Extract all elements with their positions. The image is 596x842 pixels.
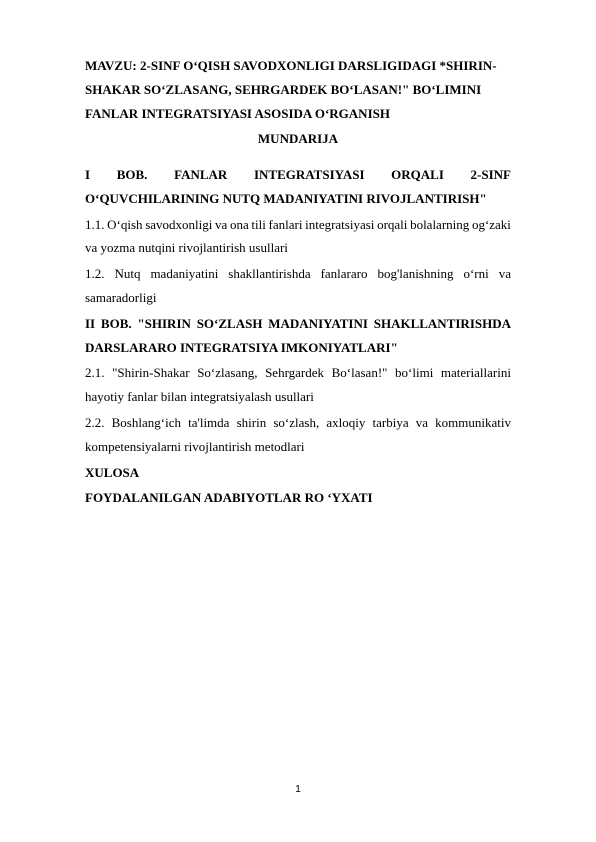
section-2-1-line-2: hayotiy fanlar bilan integratsiyalash usullari [85,389,314,404]
word: ona [229,217,249,232]
section-2-1-line-1 [85,365,511,381]
page-number: 1 [295,784,301,795]
word: II [85,316,96,331]
word: SO‘ZLASH [196,316,263,331]
references-heading: FOYDALANILGAN ADABIYOTLAR RO ‘YXATI [85,490,373,505]
chapter-1-heading-line-2: O‘QUVCHILARINING NUTQ MADANIYATINI RIVOJLANTIRISH" [85,191,487,206]
word: savodxonligi [145,217,213,232]
title-line-2: SHAKAR SO‘ZLASANG, SEHRGARDEK BO‘LASAN!" BO‘LIMINI [85,82,482,97]
word: fanlari [268,217,303,232]
word: 2.1. [85,365,105,380]
chapter-2-heading-line-2: DARSLARARO INTEGRATSIYA IMKONIYATLARI" [85,340,398,355]
word: FANLAR [174,167,228,182]
word: Bo‘lasan!" [331,365,388,380]
word: Nutq [114,266,141,281]
word: bolalarning [410,217,470,232]
chapter-2-heading-line-1 [85,316,511,332]
section-1-1-line-2: va yozma nutqini rivojlantirish usullari [85,240,288,255]
word: shirin [236,415,267,430]
word: ta'limda [188,415,230,430]
title-line-3: FANLAR INTEGRATSIYASI ASOSIDA O‘RGANISH [85,106,390,121]
word: so‘zlash, [273,415,320,430]
word: integratsiyasi [305,217,375,232]
chapter-1-heading-line-1 [85,167,511,183]
word: 1.2. [85,266,105,281]
word: kommunikativ [435,415,511,430]
section-2-2-line-2: kompetensiyalarni rivojlantirish metodlari [85,439,305,454]
word: O‘qish [107,217,143,232]
word: INTEGRATSIYASI [253,167,365,182]
word: ORQALI [391,167,444,182]
word: 2-SINF [470,167,511,182]
word: Boshlang‘ich [111,415,181,430]
word: axloqiy [326,415,366,430]
word: tili [251,217,266,232]
word: o‘rni [463,266,489,281]
section-2-2-line-1 [85,415,511,431]
word: 2.2. [85,415,105,430]
title-line-1: MAVZU: 2-SINF O‘QISH SAVODXONLIGI DARSLIGIDAGI *SHIRIN- [85,58,497,73]
word: So‘zlasang, [197,365,258,380]
word: og‘zaki [471,217,511,232]
word: Sehrgardek [265,365,325,380]
word: va [415,415,429,430]
word: fanlararo [320,266,368,281]
word: "SHIRIN [137,316,191,331]
word: va [215,217,228,232]
word: tarbiya [372,415,409,430]
word: "Shirin-Shakar [112,365,190,380]
word: shakllantirishda [228,266,311,281]
contents-heading: MUNDARIJA [257,131,339,146]
section-1-2-line-1 [85,266,511,282]
word: 1.1. [85,217,105,232]
word: va [498,266,511,281]
word: bo‘limi [395,365,434,380]
word: BOB. [116,167,148,182]
word: bog'lanishning [377,266,454,281]
word: madaniyatini [150,266,219,281]
conclusion-heading: XULOSA [85,465,140,480]
word: SHAKLLANTIRISHDA [373,316,511,331]
word: MADANIYATINI [268,316,368,331]
section-1-1-line-1 [85,217,511,233]
word: materiallarini [440,365,511,380]
section-1-2-line-2: samaradorligi [85,290,157,305]
word: orqali [377,217,408,232]
word: BOB. [100,316,132,331]
word: I [85,167,91,182]
